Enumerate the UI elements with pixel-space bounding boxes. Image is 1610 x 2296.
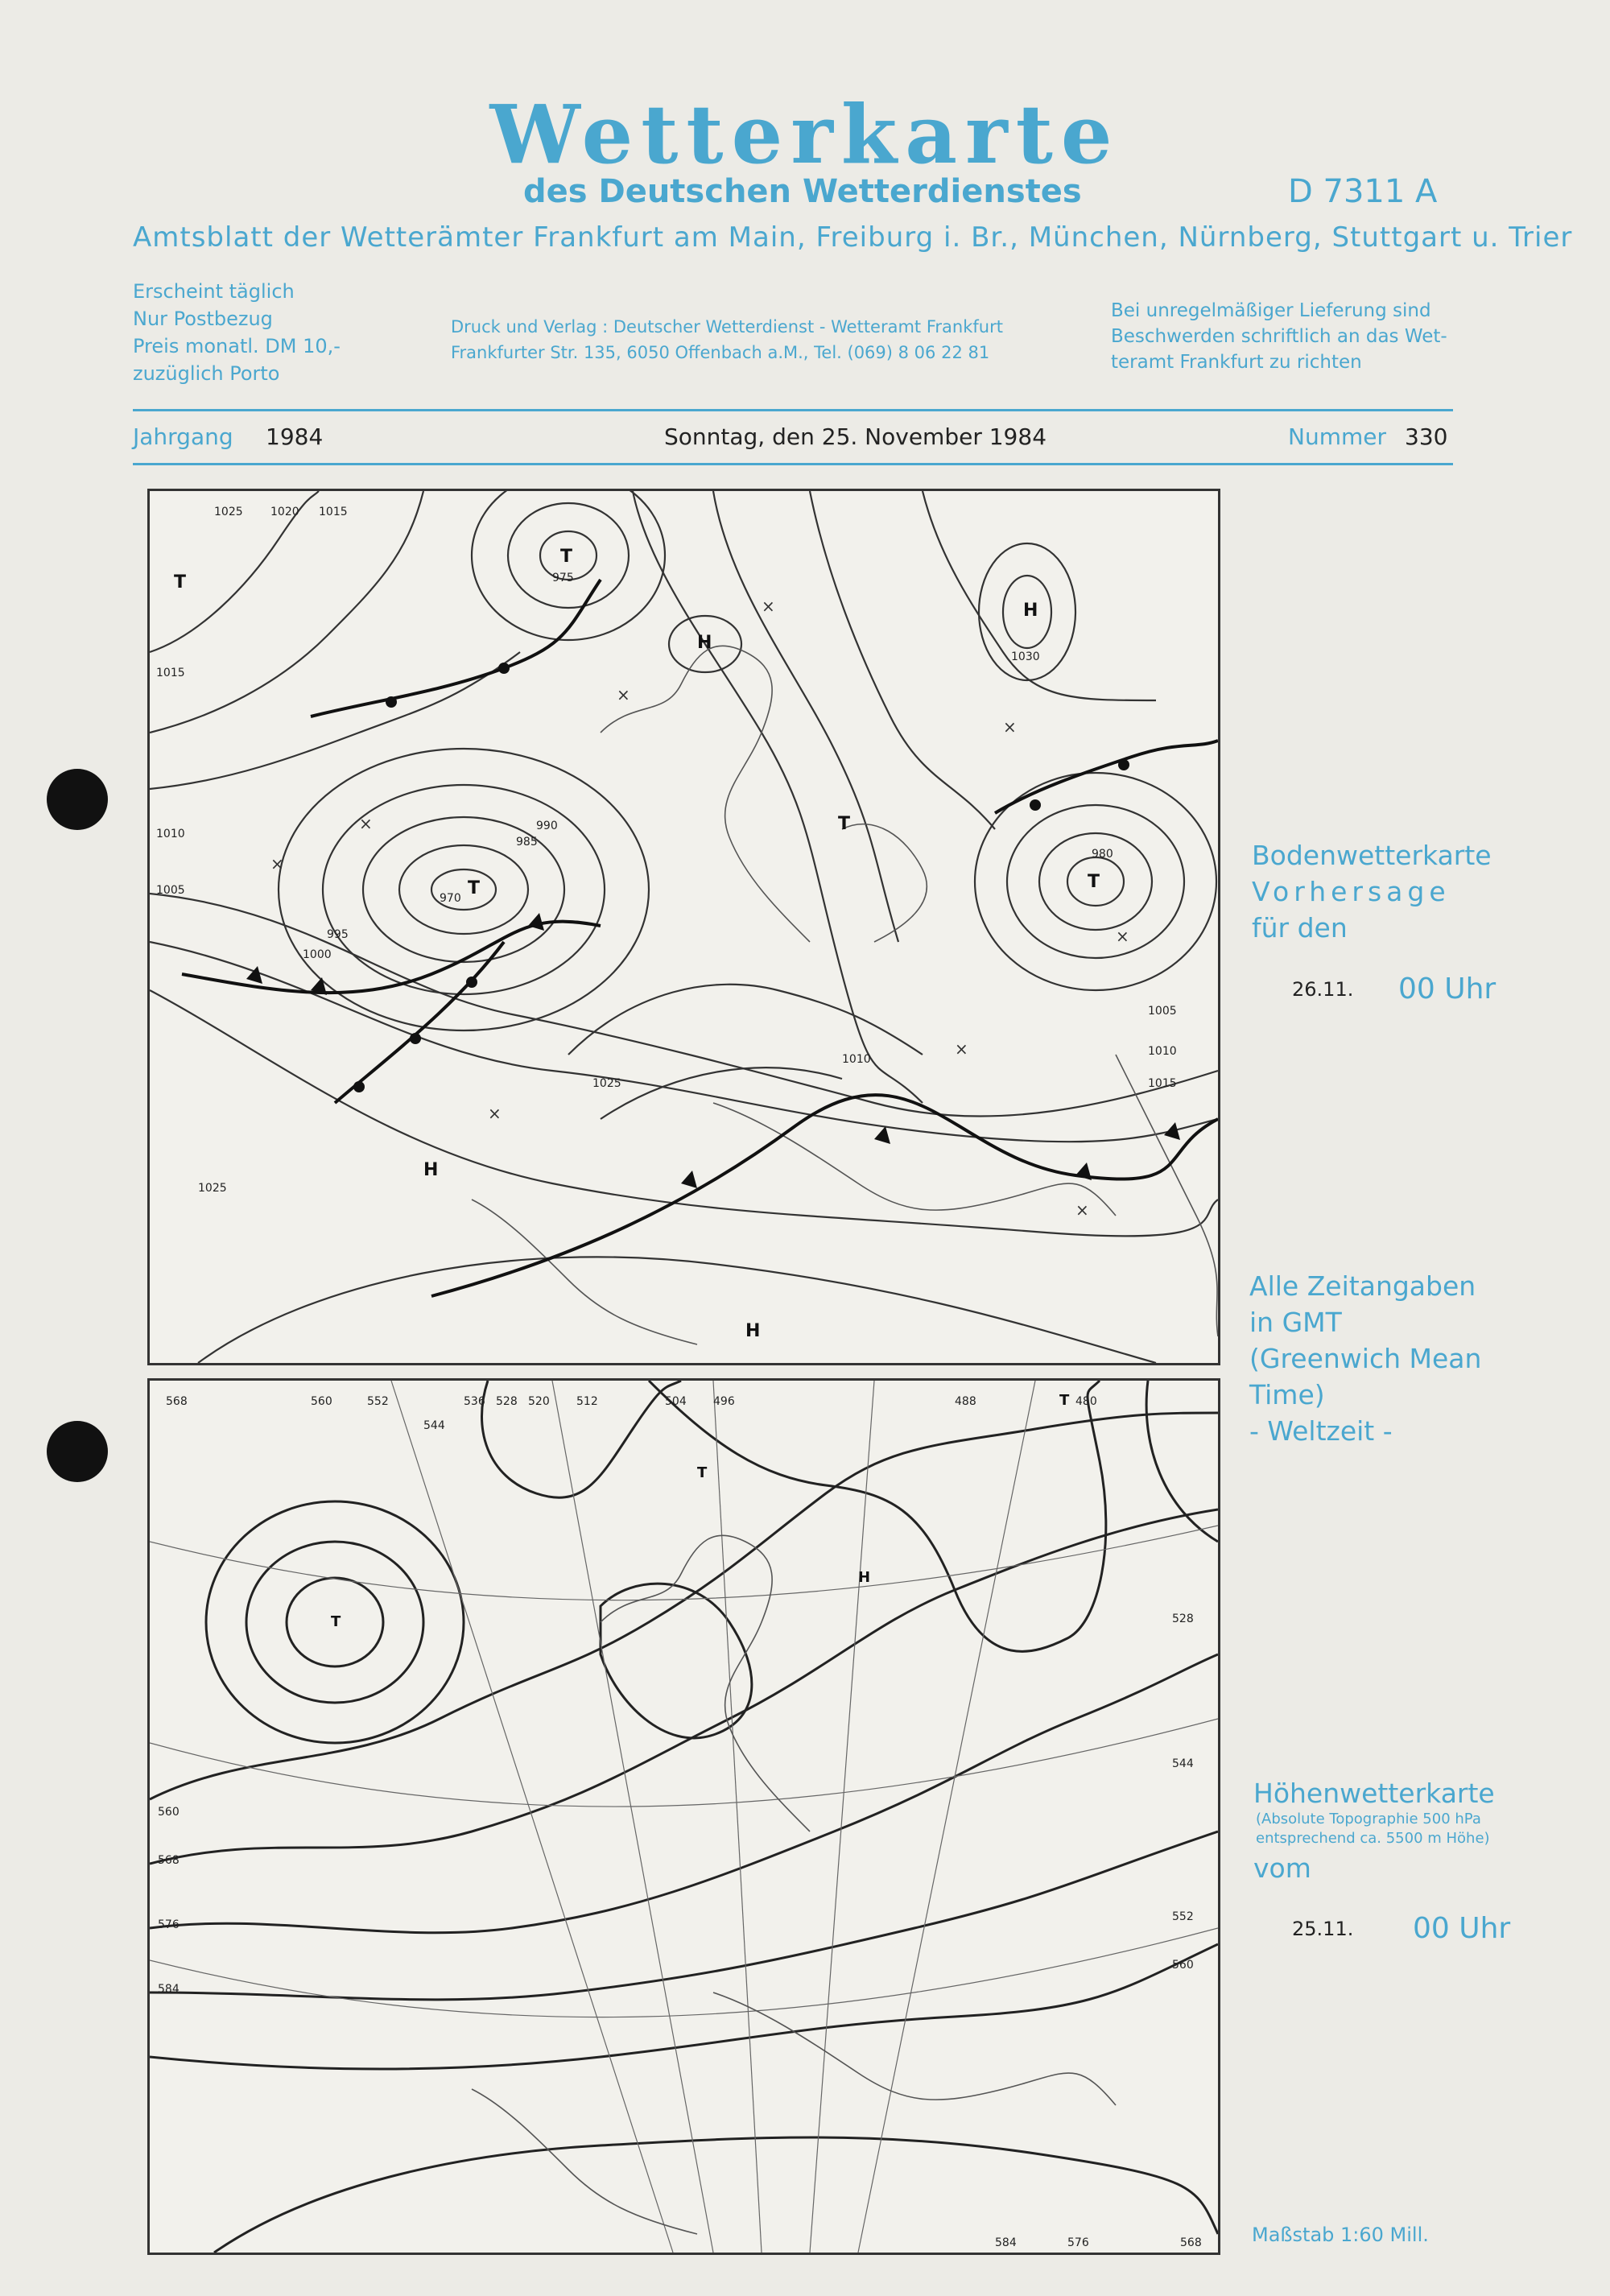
isobar-label: 990 bbox=[536, 820, 558, 832]
info-line: Druck und Verlag : Deutscher Wetterdienst - Wetteramt Frankfurt bbox=[451, 317, 1003, 337]
high-center-label: H bbox=[745, 1321, 761, 1341]
contour-label: 528 bbox=[1172, 1613, 1194, 1625]
jahrgang-label: Jahrgang bbox=[133, 423, 233, 450]
svg-text:T: T bbox=[331, 1613, 341, 1630]
complaint-info bbox=[1111, 298, 1447, 375]
caption-note-line: (Absolute Topographie 500 hPa bbox=[1256, 1811, 1481, 1827]
info-line: Bei unregelmäßiger Lieferung sind bbox=[1111, 300, 1431, 321]
contour-label: 568 bbox=[158, 1854, 180, 1867]
isobar-label: 1010 bbox=[156, 828, 185, 840]
caption-note-line: entsprechend ca. 5500 m Höhe) bbox=[1256, 1830, 1490, 1847]
time-note-line: Time) bbox=[1249, 1379, 1325, 1410]
surface-caption bbox=[1252, 837, 1492, 946]
time-note-line: (Greenwich Mean bbox=[1249, 1343, 1482, 1374]
isobar-label: 1015 bbox=[1148, 1077, 1177, 1090]
time-note-line: Alle Zeitangaben bbox=[1249, 1270, 1476, 1302]
jahrgang-value: 1984 bbox=[266, 423, 324, 450]
contour-label: 584 bbox=[995, 2236, 1017, 2249]
divider bbox=[133, 463, 1453, 465]
map-scale: Maßstab 1:60 Mill. bbox=[1252, 2224, 1429, 2246]
contour-label: 536 bbox=[464, 1395, 485, 1408]
subscription-info bbox=[133, 278, 341, 387]
amtsblatt-line: Amtsblatt der Wetterämter Frankfurt am Main, Freiburg i. Br., München, Nürnberg, Stuttgart u. Trier bbox=[133, 221, 1573, 254]
punch-hole bbox=[47, 769, 108, 830]
masthead-subtitle: des Deutschen Wetterdienstes bbox=[523, 173, 1082, 210]
caption-title: Höhenwetterkarte bbox=[1253, 1778, 1495, 1809]
surface-weather-map bbox=[147, 489, 1220, 1365]
caption-text: vom bbox=[1253, 1852, 1311, 1884]
low-center-label: T bbox=[838, 814, 851, 834]
issue-date: Sonntag, den 25. November 1984 bbox=[664, 423, 1047, 450]
contour-label: 544 bbox=[1172, 1757, 1194, 1770]
contour-label: 480 bbox=[1075, 1395, 1097, 1408]
svg-text:×: × bbox=[1003, 717, 1017, 737]
svg-text:×: × bbox=[617, 685, 630, 704]
isobar-label: 995 bbox=[327, 928, 349, 941]
contour-label: 512 bbox=[576, 1395, 598, 1408]
contour-label: 560 bbox=[1172, 1959, 1194, 1972]
contour-label: 552 bbox=[1172, 1910, 1194, 1923]
caption-text: für den bbox=[1252, 912, 1348, 944]
contour-label: 504 bbox=[665, 1395, 687, 1408]
upper-caption-note bbox=[1256, 1810, 1490, 1848]
isobar-label: 1025 bbox=[214, 506, 243, 518]
high-center-label: H bbox=[1023, 601, 1038, 621]
isobar-label: 1010 bbox=[842, 1053, 871, 1066]
contour-label: 488 bbox=[955, 1395, 976, 1408]
isobar-label: 1015 bbox=[319, 506, 348, 518]
info-line: Preis monatl. DM 10,- bbox=[133, 335, 341, 357]
upper-caption bbox=[1253, 1775, 1495, 1811]
contour-label: 544 bbox=[423, 1419, 445, 1432]
surface-time: 00 Uhr bbox=[1398, 972, 1496, 1006]
isobar-label: 1015 bbox=[156, 667, 185, 679]
low-center-label: T bbox=[174, 572, 187, 593]
caption-subtitle: Vorhersage bbox=[1252, 876, 1451, 907]
isobar-label: 1030 bbox=[1011, 650, 1040, 663]
upper-air-map bbox=[147, 1378, 1220, 2255]
info-line: zuzüglich Porto bbox=[133, 362, 280, 385]
publisher-info bbox=[451, 314, 1003, 365]
contour-label: 568 bbox=[166, 1395, 188, 1408]
info-line: Nur Postbezug bbox=[133, 308, 273, 330]
nummer-value: 330 bbox=[1405, 423, 1448, 450]
surface-date: 26.11. bbox=[1292, 978, 1354, 1001]
svg-text:×: × bbox=[270, 854, 284, 873]
nummer-label: Nummer bbox=[1288, 423, 1386, 450]
upper-map-drawing bbox=[150, 1381, 1218, 2253]
high-center-label: H bbox=[697, 633, 712, 653]
contour-label: 552 bbox=[367, 1395, 389, 1408]
surface-map-drawing bbox=[150, 491, 1218, 1363]
isobar-label: 1020 bbox=[270, 506, 299, 518]
high-center-label: H bbox=[423, 1160, 439, 1180]
svg-text:×: × bbox=[762, 597, 775, 616]
contour-label: 520 bbox=[528, 1395, 550, 1408]
upper-time: 00 Uhr bbox=[1413, 1912, 1511, 1945]
upper-date: 25.11. bbox=[1292, 1918, 1354, 1940]
svg-text:×: × bbox=[359, 814, 373, 833]
svg-text:×: × bbox=[1116, 927, 1129, 946]
contour-label: 560 bbox=[158, 1806, 180, 1819]
isobar-label: 1005 bbox=[156, 884, 185, 897]
caption-title: Bodenwetterkarte bbox=[1252, 840, 1492, 871]
punch-hole bbox=[47, 1421, 108, 1482]
low-center-label: T bbox=[468, 878, 481, 898]
isobar-label: 985 bbox=[516, 836, 538, 849]
isobar-label: 975 bbox=[552, 572, 574, 584]
contour-label: 568 bbox=[1180, 2236, 1202, 2249]
isobar-label: 1025 bbox=[198, 1182, 227, 1195]
svg-text:H: H bbox=[858, 1569, 871, 1586]
contour-label: 584 bbox=[158, 1983, 180, 1996]
time-note-line: in GMT bbox=[1249, 1307, 1342, 1338]
svg-text:T: T bbox=[697, 1464, 708, 1481]
contour-label: 496 bbox=[713, 1395, 735, 1408]
svg-text:×: × bbox=[955, 1039, 968, 1059]
info-line: Frankfurter Str. 135, 6050 Offenbach a.M., Tel. (069) 8 06 22 81 bbox=[451, 343, 990, 362]
divider bbox=[133, 409, 1453, 411]
isobar-label: 970 bbox=[440, 892, 461, 905]
info-line: Beschwerden schriftlich an das Wet- bbox=[1111, 326, 1447, 347]
isobar-label: 980 bbox=[1092, 848, 1113, 861]
isobar-label: 1010 bbox=[1148, 1045, 1177, 1058]
publication-code: D 7311 A bbox=[1288, 173, 1438, 210]
isobar-label: 1025 bbox=[592, 1077, 621, 1090]
contour-label: 560 bbox=[311, 1395, 332, 1408]
contour-label: 576 bbox=[1067, 2236, 1089, 2249]
svg-text:×: × bbox=[488, 1104, 502, 1123]
time-note bbox=[1249, 1268, 1481, 1449]
svg-text:×: × bbox=[1075, 1200, 1089, 1220]
time-note-line: - Weltzeit - bbox=[1249, 1415, 1393, 1447]
contour-label: 528 bbox=[496, 1395, 518, 1408]
low-center-label: T bbox=[1088, 872, 1100, 892]
contour-label: 576 bbox=[158, 1918, 180, 1931]
isobar-label: 1000 bbox=[303, 948, 332, 961]
info-line: teramt Frankfurt zu richten bbox=[1111, 352, 1362, 373]
masthead-title: Wetterkarte bbox=[489, 87, 1121, 182]
low-center-label: T bbox=[560, 547, 573, 567]
isobar-label: 1005 bbox=[1148, 1005, 1177, 1018]
svg-text:T: T bbox=[1059, 1392, 1070, 1409]
info-line: Erscheint täglich bbox=[133, 280, 295, 303]
